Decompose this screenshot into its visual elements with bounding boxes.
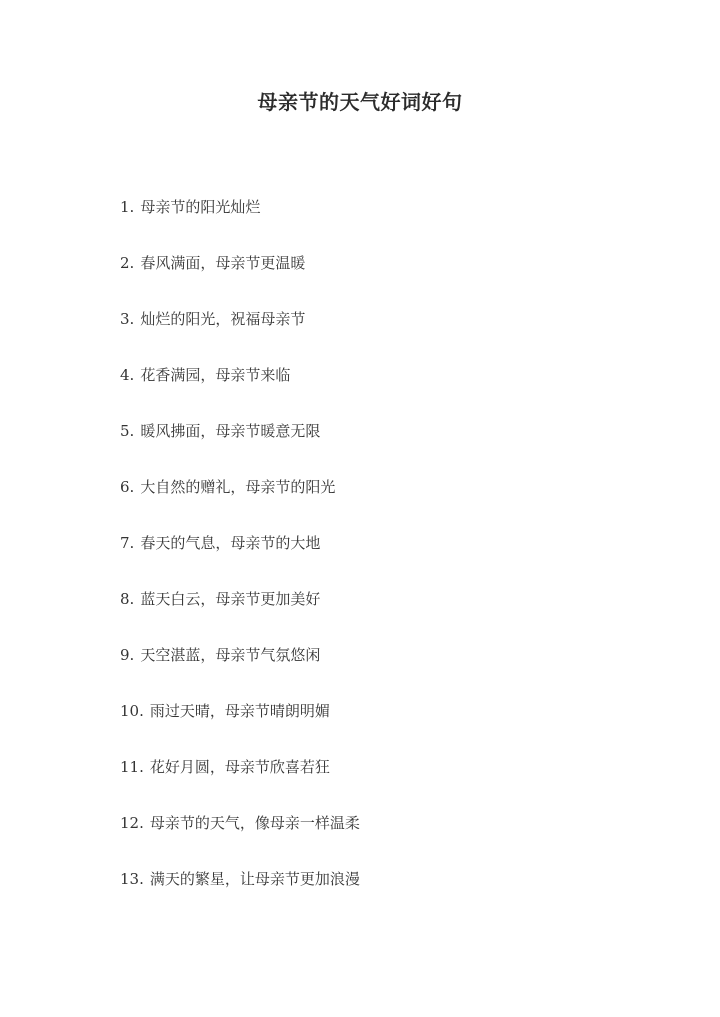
- list-item: [120, 249, 680, 305]
- item-text: 花好月圆，母亲节欣喜若狂: [149, 758, 330, 776]
- item-number: 9.: [120, 646, 135, 664]
- item-number: 6.: [120, 478, 135, 496]
- list-item: [120, 529, 680, 585]
- item-text: 花香满园，母亲节来临: [140, 366, 291, 384]
- list-item: [120, 585, 680, 641]
- item-number: 5.: [120, 422, 135, 440]
- item-number: 2.: [120, 254, 135, 272]
- list-item: [120, 193, 680, 249]
- item-number: 11.: [120, 758, 144, 776]
- item-text: 春风满面，母亲节更温暖: [140, 254, 306, 272]
- item-text: 暖风拂面，母亲节暖意无限: [140, 422, 321, 440]
- item-text: 母亲节的阳光灿烂: [140, 198, 261, 216]
- item-number: 10.: [120, 702, 144, 720]
- list-item: [120, 641, 680, 697]
- item-text: 天空湛蓝，母亲节气氛悠闲: [140, 646, 321, 664]
- item-text: 蓝天白云，母亲节更加美好: [140, 590, 321, 608]
- list-item: [120, 305, 680, 361]
- item-text: 大自然的赠礼，母亲节的阳光: [140, 478, 336, 496]
- item-number: 1.: [120, 198, 135, 216]
- list-item: [120, 473, 680, 529]
- list-item: [120, 697, 680, 753]
- item-number: 13.: [120, 870, 144, 888]
- list-item: [120, 753, 680, 809]
- item-text: 母亲节的天气，像母亲一样温柔: [149, 814, 360, 832]
- item-text: 春天的气息，母亲节的大地: [140, 534, 321, 552]
- item-text: 满天的繁星，让母亲节更加浪漫: [149, 870, 360, 888]
- phrase-list: [120, 193, 680, 921]
- list-item: [120, 865, 680, 921]
- list-item: [120, 809, 680, 865]
- item-text: 灿烂的阳光，祝福母亲节: [140, 310, 306, 328]
- item-number: 4.: [120, 366, 135, 384]
- item-number: 3.: [120, 310, 135, 328]
- item-number: 8.: [120, 590, 135, 608]
- document-title: 母亲节的天气好词好句: [257, 90, 463, 114]
- list-item: [120, 417, 680, 473]
- item-text: 雨过天晴，母亲节晴朗明媚: [149, 702, 330, 720]
- item-number: 7.: [120, 534, 135, 552]
- list-item: [120, 361, 680, 417]
- item-number: 12.: [120, 814, 144, 832]
